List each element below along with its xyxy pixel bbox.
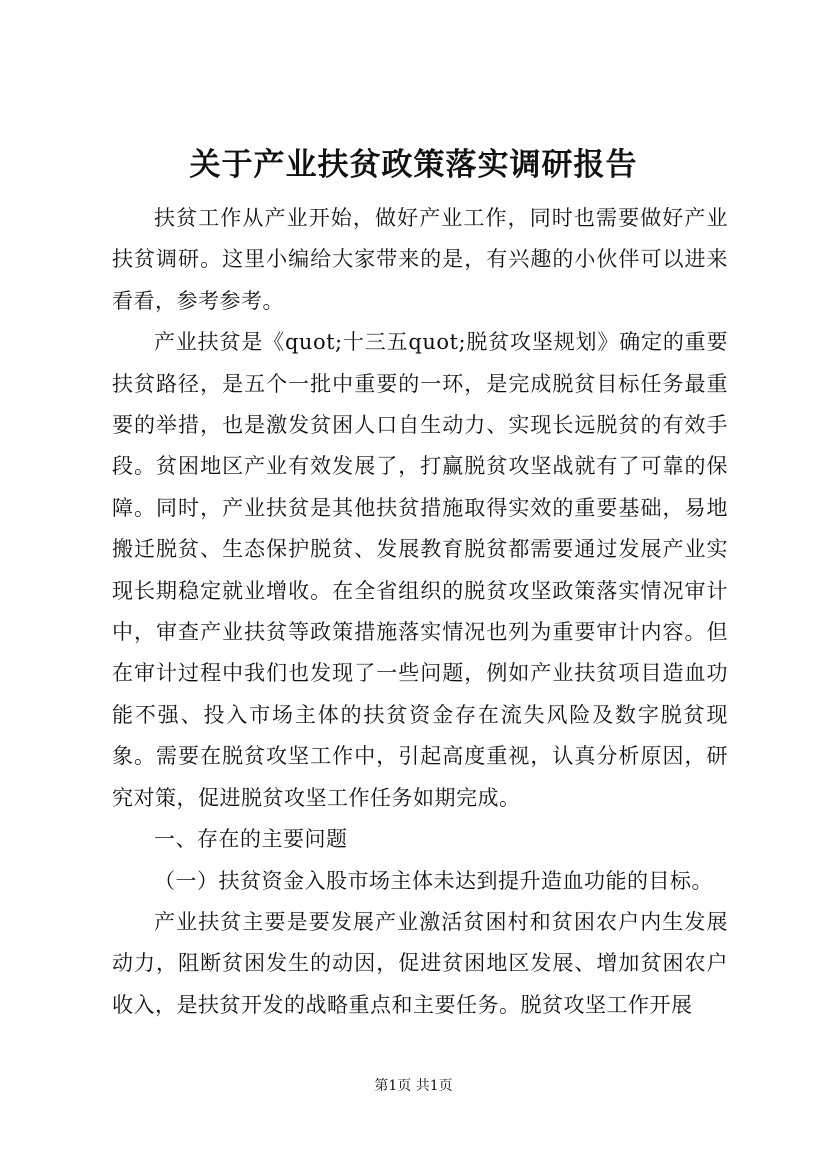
subsection-heading: （一）扶贫资金入股市场主体未达到提升造血功能的目标。 (154, 868, 713, 893)
document-body (112, 198, 728, 1026)
document-title: 关于产业扶贫政策落实调研报告 (189, 147, 638, 183)
paragraph-analysis: 产业扶贫主要是要发展产业激活贫困村和贫困农户内生发展动力，阻断贫困发生的动因，促进贫困地区发展、增加贫困农户收入，是扶贫开发的战略重点和主要任务。脱贫攻坚工作开展 (112, 909, 728, 1017)
paragraph-background: 产业扶贫是《quot;十三五quot;脱贫攻坚规划》确定的重要扶贫路径，是五个一批中重要的一环，是完成脱贫目标任务最重要的举措，也是激发贫困人口自生动力、实现长远脱贫的有效手段。贫困地区产业有效发展了，打赢脱贫攻坚战就有了可靠的保障。同时，产业扶贫是其他扶贫措施取得实效的重要基础，易地搬迁脱贫、生态保护脱贫、发展教育脱贫都需要通过发展产业实现长期稳定就业增收。在全省组织的脱贫攻坚政策落实情况审计中，审查产业扶贫等政策措施落实情况也列为重要审计内容。但在审计过程中我们也发现了一些问题，例如产业扶贫项目造血功能不强、投入市场主体的扶贫资金存在流失风险及数字脱贫现象。需要在脱贫攻坚工作中，引起高度重视，认真分析原因，研究对策，促进脱贫攻坚工作任务如期完成。 (112, 330, 728, 810)
section-heading: 一、存在的主要问题 (154, 827, 348, 852)
page-footer: 第1页 共1页 (374, 1078, 453, 1094)
paragraph-intro: 扶贫工作从产业开始，做好产业工作，同时也需要做好产业扶贫调研。这里小编给大家带来的是，有兴趣的小伙伴可以进来看看，参考参考。 (112, 206, 728, 313)
